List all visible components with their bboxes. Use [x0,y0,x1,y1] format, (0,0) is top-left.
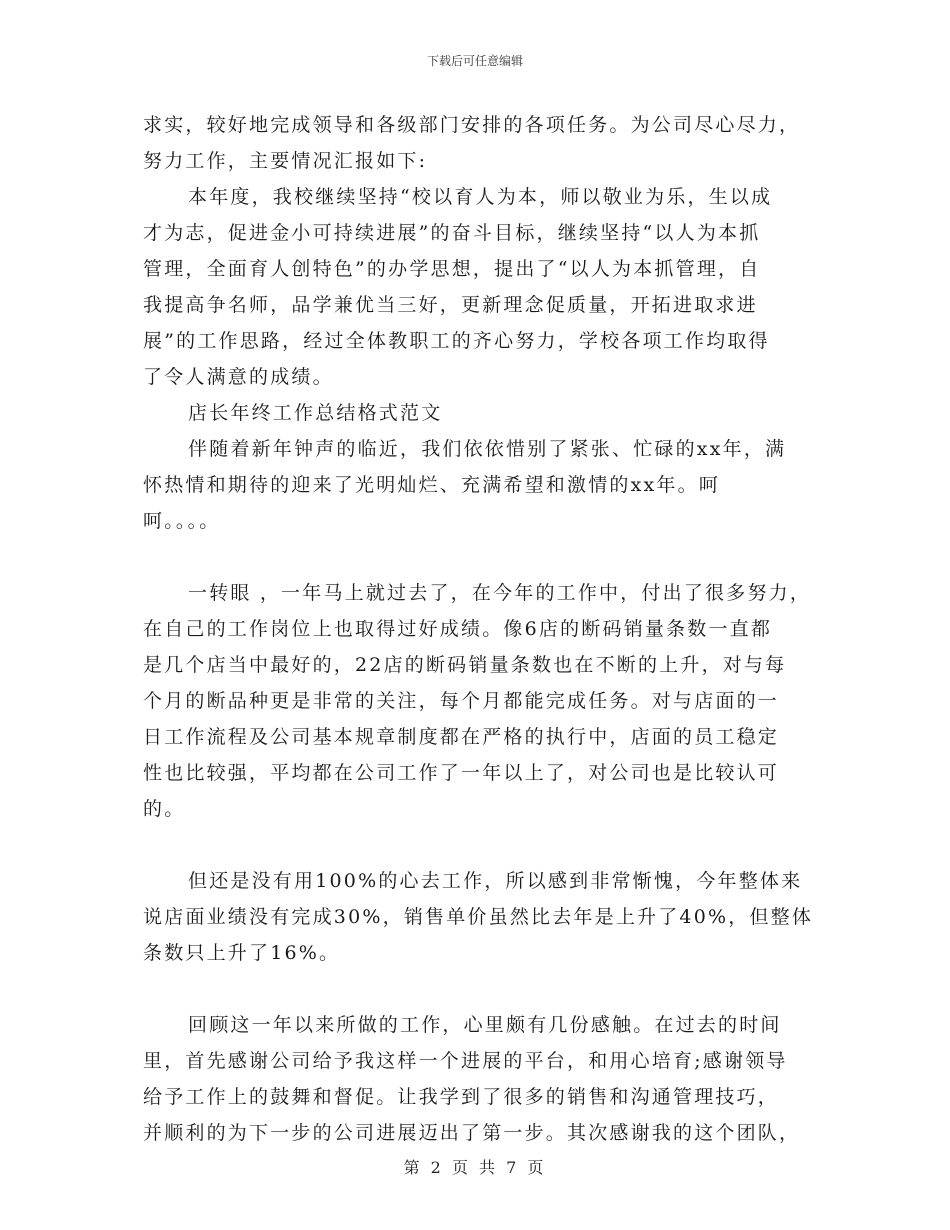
text-line: 求实，较好地完成领导和各级部门安排的各项任务。为公司尽心尽力， [143,114,801,136]
text-line: 里，首先感谢公司给予我这样一个进展的平台，和用心培育;感谢领导 [143,1050,788,1072]
text-line: 给予工作上的鼓舞和督促。让我学到了很多的销售和沟通管理技巧， [143,1086,780,1108]
paragraph-start: 伴随着新年钟声的临近，我们依依惜别了紧张、忙碌的xx年，满 [188,438,787,460]
document-body [143,107,833,1151]
text-line: 的。 [143,798,186,820]
text-line: 个月的断品种更是非常的关注，每个月都能完成任务。对与店面的一 [143,690,780,712]
section-title: 店长年终工作总结格式范文 [188,402,443,424]
text-line: 并顺利的为下一步的公司进展迈出了第一步。其次感谢我的这个团队， [143,1122,801,1144]
paragraph-start: 回顾这一年以来所做的工作，心里颇有几份感触。在过去的时间 [188,1014,782,1036]
text-line: 我提高争名师，品学兼优当三好，更新理念促质量，开拓进取求进 [143,294,758,316]
paragraph-start: 一转眼 ，一年马上就过去了，在今年的工作中，付出了很多努力， [188,582,812,604]
text-line: 条数只上升了16%。 [143,942,341,964]
paragraph-start: 本年度，我校继续坚持“校以育人为本，师以敬业为乐，生以成 [188,186,773,208]
text-line: 在自己的工作岗位上也取得过好成绩。像6店的断码销量条数一直都 [143,618,773,640]
text-line: 是几个店当中最好的，22店的断码销量条数也在不断的上升，对与每 [143,654,787,676]
paragraph-start: 但还是没有用100%的心去工作，所以感到非常惭愧，今年整体来 [188,870,803,892]
text-line: 日工作流程及公司基本规章制度都在严格的执行中，店面的员工稳定 [143,726,780,748]
text-line: 管理，全面育人创特色”的办学思想，提出了“以人为本抓管理，自 [143,258,761,280]
text-line: 性也比较强，平均都在公司工作了一年以上了，对公司也是比较认可 [143,762,780,784]
text-line: 呵。。。。 [143,510,221,532]
page-header: 下载后可任意编辑 [426,54,523,68]
text-line: 展”的工作思路，经过全体教职工的齐心努力，学校各项工作均取得 [143,330,770,352]
text-line: 说店面业绩没有完成30%，销售单价虽然比去年是上升了40%，但整体 [143,906,814,928]
text-line: 了令人满意的成绩。 [143,366,334,388]
text-line: 怀热情和期待的迎来了光明灿烂、充满希望和激情的xx年。呵 [143,474,721,496]
text-line: 才为志，促进金小可持续进展”的奋斗目标，继续坚持“以人为本抓 [143,222,761,244]
text-line: 努力工作，主要情况汇报如下: [143,150,428,172]
page-footer: 第 2 页 共 7 页 [403,1158,547,1177]
